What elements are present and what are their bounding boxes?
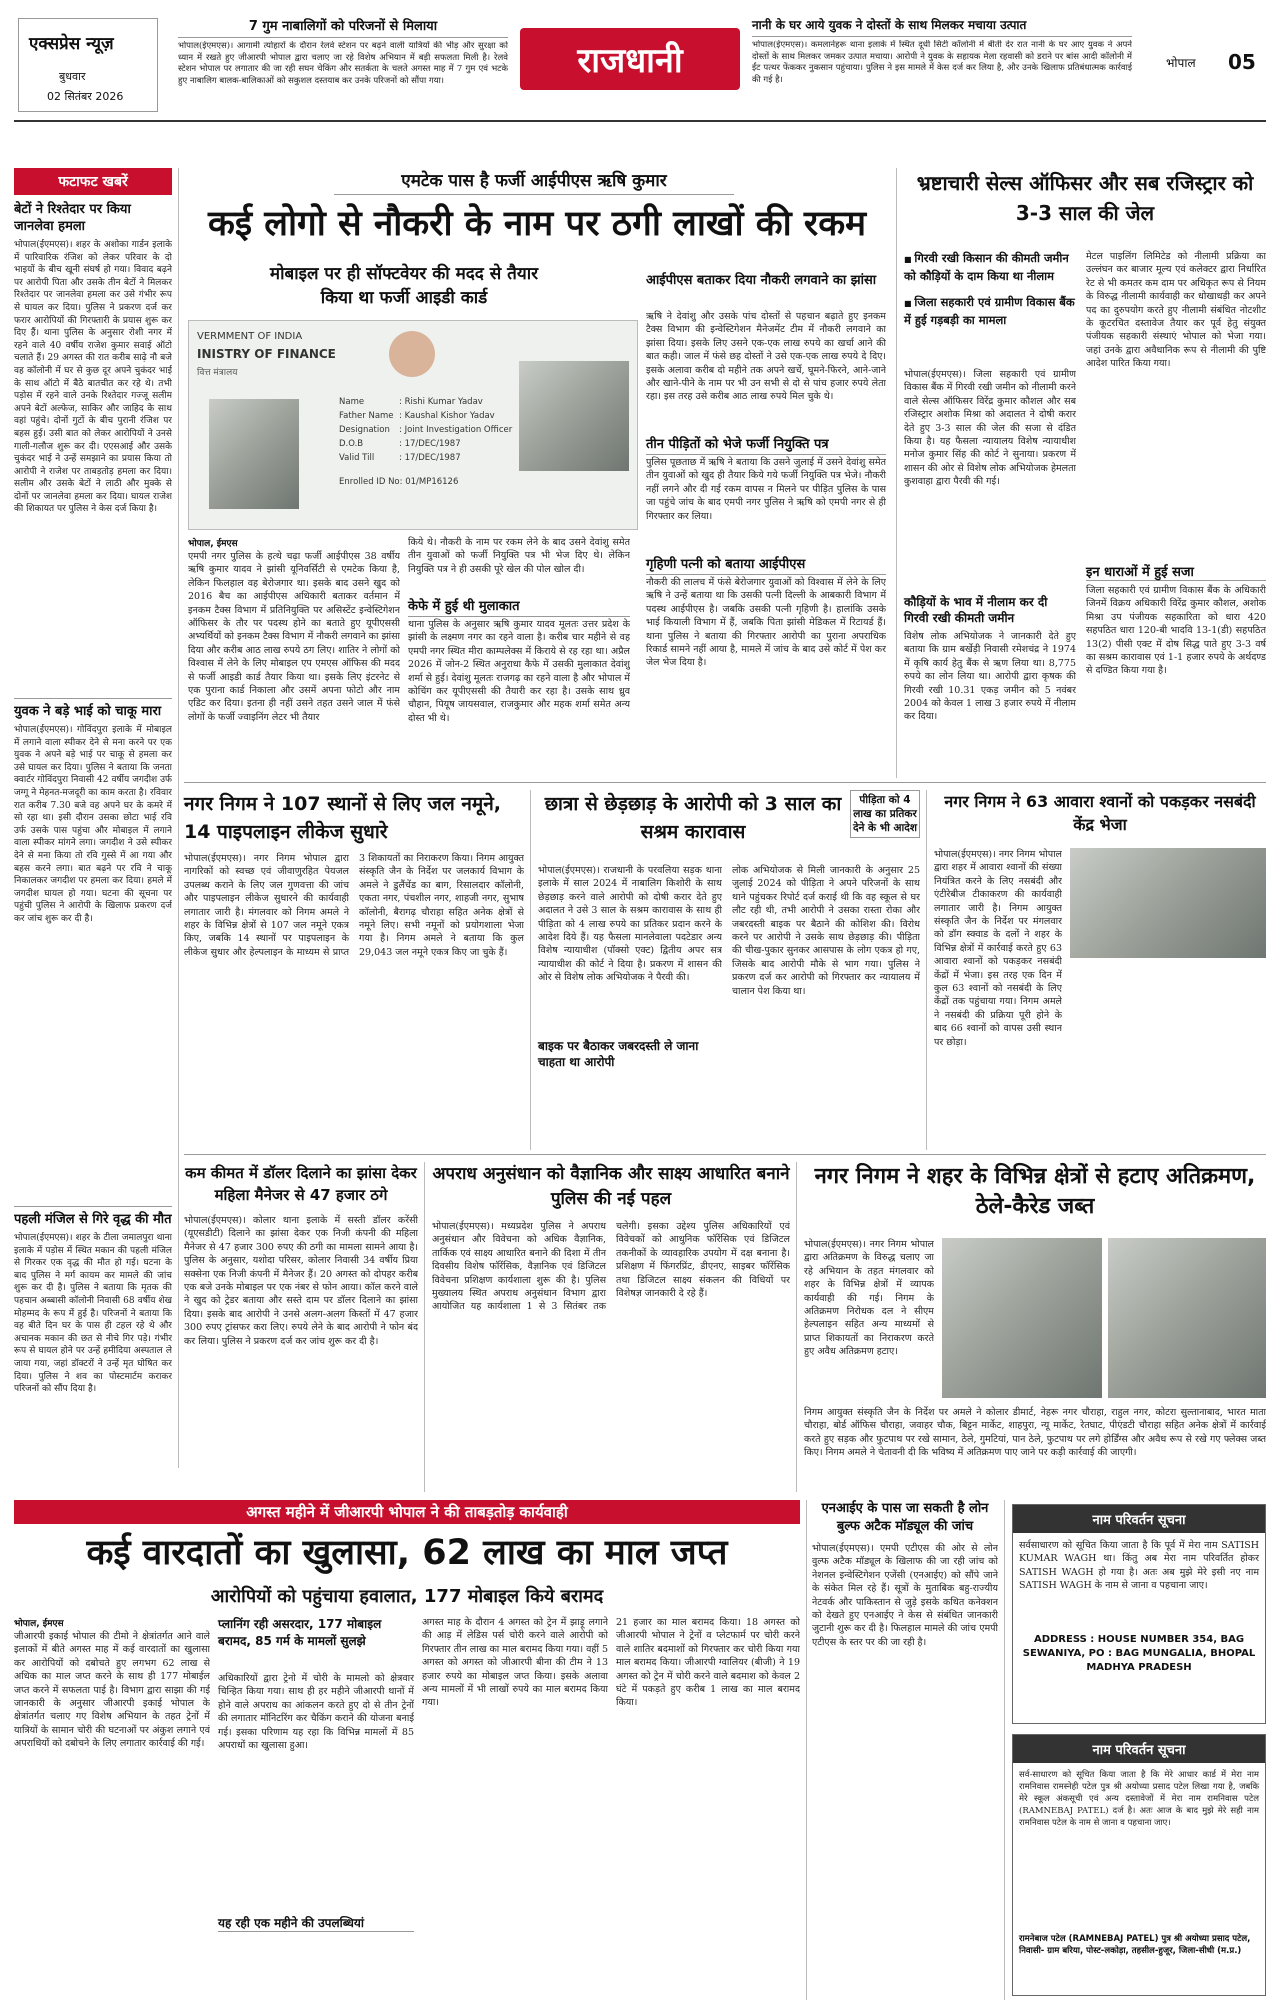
lead-subhead: केफे में हुई थी मुलाकात	[408, 596, 630, 617]
apradh-story	[432, 1162, 790, 1492]
lead-body: थाना पुलिस के अनुसार ऋषि कुमार यादव मूलतः उत्तर प्रदेश के झांसी के लक्ष्मण नगर का रहने वाला है। करीब चार महीने से वह एमपी नगर स्थित मीरा काम्पलेक्स में किराये से रह रहा था। अप्रैल 2026 में जोन-2 स्थित अनुराधा कैफे में उसकी मुलाकात देवांशु शर्मा से हुई। देवांशु मूलतः राजगढ़ का रहने वाला है और भोपाल में कोचिंग कर यूपीएससी की तैयारी कर रहा है। उसके साथ ध्रुव चौहान, पियूष जायसवाल, राजकुमार और महक शर्मा समेत अन्य दोस्त भी थे।	[408, 619, 630, 724]
bottom-headline: कई वारदातों का खुलासा, 62 लाख का माल जप्त	[86, 1533, 728, 1573]
lead-headline: कई लोगो से नौकरी के नाम पर ठगी लाखों की रकम	[207, 204, 867, 244]
notice-address: ADDRESS : HOUSE NUMBER 354, BAG SEWANIYA, PO : BAG MUNGALIA, BHOPAL MADHYA PRADESH	[1022, 1634, 1256, 1673]
id-valid-label: Valid Till	[339, 453, 375, 463]
chhatra-story	[538, 790, 920, 1150]
fatafat-column	[14, 168, 172, 1468]
notice-footer: रामनेबाज पटेल (RAMNEBAJ PATEL) पुत्र श्री अयोध्या प्रसाद पटेल, निवासी- ग्राम बरिया, पोस्ट-लकोड़ा, तहसील-हुजूर, जिला-सीधी (म.प्र.)	[1019, 1934, 1251, 1956]
bottom-body: जीआरपी इकाई भोपाल की टीमो ने क्षेत्रांतर्गत आने वाले इलाकों में बीते अगस्त माह में कई वारदातों का खुलासा कर आरोपियों को दबोचते हुए लगभग 62 लाख से अधिक का माल जप्त करने के साथ ही 177 मोबाईल जप्त करने में सफलता पाई है। विभाग द्वारा साझा की गई जानकारी के अनुसार जीआरपी इकाई भोपाल के क्षेत्रांतर्गत चलाए गए विशेष अभियान के तहत ट्रेनों में यात्रियों के सामान चोरी की घटनाओं पर अंकुश लगाने एवं अपराधियों को दबोचने के लिए लगातार कार्रवाई की गई।	[14, 1631, 210, 1750]
edition-date: 02 सितंबर 2026	[47, 90, 124, 103]
right-top-body: भोपाल(ईएमएस)। जिला सहकारी एवं ग्रामीण विकास बैंक में गिरवी रखी जमीन को नीलामी करने वाले सेल्स ऑफिसर विरेंद्र कुमार कौशल और सब रजिस्ट्रार अशोक मिश्रा को अदालत ने दोषी करार देते हुए 3-3 साल की जेल की सजा से दंडित किया है। यह फैसला न्यायालय विशेष न्यायाधीश मनोज कुमार सिंह की कोर्ट ने सुनाया। प्रकरण में शासन की ओर से विशेष लोक अभियोजक हेमलता कुशवाहा द्वारा पैरवी की गई।	[904, 369, 1076, 488]
bottom-subhead: आरोपियों को पहुंचाया हवालात, 177 मोबाइल किये बरामद	[210, 1586, 604, 1607]
id-name-label: Name	[339, 397, 365, 407]
notice-body: सर्वसाधारण को सूचित किया जाता है कि पूर्व में मेरा नाम SATISH KUMAR WAGH था। किंतु अब मेरा नाम परिवर्तित होकर SATISH WAGH हो गया है। अतः अब मुझे मेरे इसी नए नाम SATISH WAGH के नाम से जाना व पहचाना जाए।	[1019, 1540, 1259, 1592]
lead-dateline: भोपाल, ईमएस	[188, 539, 238, 549]
masthead-rule	[14, 120, 1266, 122]
id-designation-label: Designation	[339, 425, 390, 435]
nagarnigam-water-story	[184, 790, 524, 1150]
notice-title: नाम परिवर्तन सूचना	[1013, 1735, 1265, 1763]
story-headline: नगर निगम ने शहर के विभिन्न क्षेत्रों से हटाए अतिक्रमण, ठेले-कैरेड जब्त	[814, 1164, 1256, 1219]
story-headline: कम कीमत में डॉलर दिलाने का झांसा देकर महिला मैनेजर से 47 हजार ठगे	[185, 1164, 417, 1204]
lead-kicker: एमटेक पास है फर्जी आईपीएस ऋषि कुमार	[401, 171, 667, 191]
section-title: राजधानी	[577, 41, 683, 81]
lead-subhead: आईपीएस बताकर दिया नौकरी लगवाने का झांसा	[646, 273, 877, 288]
story-headline: नगर निगम ने 63 आवारा श्वानों को पकड़कर नसबंदी केंद्र भेजा	[944, 792, 1256, 834]
notice-box-2	[1012, 1734, 1266, 1996]
story-body: भोपाल(ईएमएस)। नगर निगम भोपाल द्वारा शहर में आवारा श्वानों की संख्या नियंत्रित करने के लिए नसबंदी और एंटीरेबीज टीकाकरण की कार्यवाही लगातार जारी है। निगम आयुक्त संस्कृति जैन के निर्देश पर मंगलवार को डॉग स्क्वाड के दलों ने शहर के विभिन्न क्षेत्रों में कार्रवाई करते हुए 63 आवारा श्वानों को पकड़कर नसबंदी केंद्रों में भेजा। इस तरह एक दिन में कुल 63 श्वानों को नसबंदी के लिए केंद्रों तक पहुंचाया गया। निगम अमले ने नसबंदी की प्रक्रिया पूरी होने के बाद 66 श्वानों को वापस उसी स्थान पर छोड़ा।	[934, 849, 1062, 1048]
top-left-brief	[178, 16, 508, 111]
section-banner	[520, 28, 740, 90]
story-subhead: बाइक पर बैठाकर जबरदस्ती ले जाना चाहता था आरोपी	[538, 1039, 699, 1069]
encroachment-cart-photo	[942, 1238, 1102, 1398]
brief-headline: नानी के घर आये युवक ने दोस्तों के साथ मिलकर मचाया उत्पात	[752, 16, 1132, 37]
fatafat-body: भोपाल(ईएमएस)। शहर के अशोका गार्डन इलाके में पारिवारिक रंजिश को लेकर परिवार के दो भाइयों के बीच खूनी संघर्ष हो गया। विवाद बढ़ने पर आरोपी पिता और उसके तीन बेटों ने मिलकर रिश्तेदार पर जानलेवा हमला कर उसे गंभीर रूप से घायल कर दिया। पुलिस ने प्रकरण दर्ज कर फरार आरोपियों की गिरफ्तारी के प्रयास शुरू कर दिए हैं। थाना पुलिस के अनुसार रोशी नगर में रहने वाले 40 वर्षीय राजेश कुमार सवाई ऑटो चलाते हैं। 29 अगस्त की रात करीब साढ़े नौ बजे वह कॉलोनी में घर से कुछ दूर अपने चुकंदर भाई के साथ ऑटो में बैठे बातचीत कर रहे थे। तभी पड़ोस में रहने वाले उनके रिश्तेदार गज्जू सलीम अपने बेटों अल्फेज, साकिर और जाहिद के साथ वहां पहुंचे। दोनों गुटों के बीच पुरानी रंजिश पर बहस हुई। उसी बात को लेकर आरोपियों ने उनसे गाली-गलौज शुरू कर दी। एएसआई और उसके चुकंदर भाई ने उन्हें समझाने का प्रयास किया तो आरोपी ने राजेश पर ताबड़तोड़ हमला कर दिया। सलीम और उसके बेटों ने लाठी और मुक्के से दोनों पर जानलेवा हमला कर दिया। घायल राजेश की शिकायत पर पुलिस ने केस दर्ज किया है।	[14, 240, 172, 515]
id-name: Rishi Kumar Yadav	[404, 397, 483, 407]
story-body: निगम आयुक्त संस्कृति जैन के निर्देश पर अमले ने कोलार डीमार्ट, नेहरू नगर चौराहा, राहुल नगर, कोटरा सुल्तानाबाद, भारत माता चौराहा, बोर्ड ऑफिस चौराहा, जवाहर चौक, बिट्टन मार्केट, शाहपुरा, न्यू मार्केट, रेतघाट, पीएंडटी चौराहा सहित अनेक क्षेत्रों में कार्रवाई करते हुए सड़क और फुटपाथ पर रखे सामान, ठेले, गुमटियां, पान ठेले, फुटपाथ पर लगे होर्डिंग्स और अवैध रूप से रखे गए फ्लेक्स जब्त किए। निगम अमले ने चेतावनी दी कि भविष्य में अतिक्रमण पाए जाने पर कड़ी कार्रवाई की जाएगी।	[804, 1407, 1266, 1459]
brief-headline: 7 गुम नाबालिगों को परिजनों से मिलाया	[178, 16, 508, 38]
story-body: भोपाल(ईएमएस)। नगर निगम भोपाल द्वारा अतिक्रमण के विरुद्ध चलाए जा रहे अभियान के तहत मंगलवार को शहर के विभिन्न क्षेत्रों में व्यापक कार्यवाही की गई। निगम के अतिक्रमण निरोधक दल ने सीएम हेल्पलाइन सहित अन्य माध्यमों से प्राप्त शिकायतों का निराकरण करते हुए अवैध अतिक्रमण हटाए।	[804, 1239, 934, 1358]
fatafat-headline: युवक ने बड़े भाई को चाकू मारा	[14, 704, 162, 719]
top-right-brief	[752, 16, 1132, 110]
fatafat-headline: पहली मंजिल से गिरे वृद्ध की मौत	[14, 1212, 172, 1227]
encroachment-removal-photo	[1108, 1238, 1266, 1398]
id-card-gov: VERMMENT OF INDIA	[197, 331, 303, 342]
story-body: भोपाल(ईएमएस)। एमपी एटीएस की ओर से लोन वुल्फ अटैक मॉड्यूल के खिलाफ की जा रही जांच को नेशनल इन्वेस्टिगेशन एजेंसी (एनआईए) को सौंपे जाने के संकेत मिल रहे हैं। सूत्रों के मुताबिक बहु-राज्यीय नेटवर्क और पाकिस्तान से जुड़े इसके कथित कनेक्शन को देखते हुए एनआईए ने केस से संबंधित जानकारी जुटानी शुरू कर दी है। फिलहाल मामले की जांच एमपी एटीएस के स्तर पर की जा रही है।	[812, 1543, 998, 1648]
brief-body: भोपाल(ईएमएस)। कमलानेहरू थाना इलाके में स्थित दूधी सिटी कॉलोनी में बीती देर रात नानी के घर आए युवक ने अपने दोस्तों के साथ मिलकर जमकर उत्पात मचाया। आरोपी ने युवक के सहायक मेला रहवासी को डराने पर बांस आदी कॉलोनी में ईंट पत्थर फेंककर नुकसान पहुंचाया। पुलिस ने इस मामले में केस दर्ज कर लिया है, और उनके खिलाफ प्रतिबंधात्मक कार्रवाई की गई है।	[752, 40, 1132, 85]
masthead	[0, 0, 1279, 118]
bottom-body: अगस्त माह के दौरान 4 अगस्त को ट्रेन में झाड़ू लगाने की आड़ में लेडिस पर्स चोरी करने वाले आरोपी को गिरफ्तार तीन लाख का माल बरामद किया गया। वहीं 5 अगस्त को अगस्त को जीआरपी बीना की टीम ने 13 हजार रुपये का मोबाइल जप्त किया। इसके अलावा अन्य मामलों में भी लाखों रुपये का माल बरामद किया गया।	[422, 1617, 608, 1709]
story-headline: छात्रा से छेड़छाड़ के आरोपी को 3 साल का सश्रम कारावास	[544, 793, 842, 843]
edition-day: बुधवार	[59, 70, 86, 83]
lead-body: किये थे। नौकरी के नाम पर रकम लेने के बाद उसने देवांशु समेत तीन युवाओं को फर्जी नियुक्ति पत्र भी भेज दिए थे। लेकिन नियुक्ति पत्र ने ही उसकी पूरे खेल की पोल खोल दी।	[408, 537, 630, 575]
story-body: भोपाल(ईएमएस)। मध्यप्रदेश पुलिस ने अपराध अनुसंधान और विवेचना को अधिक वैज्ञानिक, तार्किक एवं साक्ष्य आधारित बनाने की दिशा में तीन दिवसीय विशेष फॉरेंसिक, वैज्ञानिक एवं डिजिटल विवेचना प्रशिक्षण कार्यशाला शुरू की है। पुलिस मुख्यालय स्थित अपराध अनुसंधान विभाग द्वारा आयोजित यह कार्यशाला 1 से 3 सितंबर तक चलेगी। इसका उद्देश्य पुलिस अधिकारियों एवं विवेचकों को आधुनिक फॉरेंसिक एवं डिजिटल तकनीकों के व्यावहारिक उपयोग में दक्ष बनाना है। प्रशिक्षण में फिंगरप्रिंट, डीएनए, साइबर फॉरेंसिक तथा डिजिटल साक्ष्य संकलन की विधियों पर विशेषज्ञ जानकारी दे रहे हैं।	[432, 1221, 790, 1313]
notice-body: सर्व-साधारण को सूचित किया जाता है कि मेरे आधार कार्ड में मेरा नाम रामनिवास रामस्नेही पटेल पुत्र श्री अयोध्या प्रसाद पटेल लिखा गया है, जबकि मेरे स्कूल अंकसूची एवं अन्य दस्तावेजों में मेरा नाम रामनिवास पटेल (RAMNEBAJ PATEL) दर्ज है। अतः आज के बाद मुझे मेरे सही नाम रामनिवास पटेल के नाम से जाना व पहचाना जाए।	[1019, 1770, 1259, 1828]
lead-subhead: गृहिणी पत्नी को बताया आईपीएस	[646, 554, 886, 575]
fake-id-card-photo	[188, 320, 638, 530]
right-top-subhead: कौड़ियों के भाव में नीलाम कर दी गिरवी रखी कीमती जमीन	[904, 595, 1048, 625]
notice-title: नाम परिवर्तन सूचना	[1013, 1505, 1265, 1533]
fatafat-body: भोपाल(ईएमएस)। शहर के टीला जमालपुरा थाना इलाके में पड़ोस में स्थित मकान की पहली मंजिल से गिरकर एक वृद्ध की मौत हो गई। घटना के बाद पुलिस ने मर्ग कायम कर मामले की जांच शुरू कर दी है। पुलिस ने बताया कि मृतक की पहचान अब्बासी कॉलोनी निवासी 68 वर्षीय शेख मोहम्मद के रूप में हुई है। परिजनों ने बताया कि वह बीते दिन घर के पास ही टहल रहे थे और अचानक मकान की छत से नीचे गिर पड़े। गंभीर रूप से घायल होने पर उन्हें हमीदिया अस्पताल ले जाया गया, जहां डॉक्टरों ने उन्हें मृत घोषित कर दिया। पुलिस ने शव का पोस्टमार्टम कराकर परिजनों को सौंप दिया है।	[14, 1233, 172, 1395]
fatafat-body: भोपाल(ईएमएस)। गोविंदपुरा इलाके में मोबाइल में लगाने वाला स्पीकर देने से मना करने पर एक युवक ने अपने बड़े भाई पर चाकू से हमला कर उसे घायल कर दिया। पुलिस ने बताया कि जनता क्वार्टर गोविंदपुरा निवासी 42 वर्षीय जगदीश उर्फ जग्गू ने मेहनत-मजदूरी का काम करता है। रविवार रात करीब 7.30 बजे वह अपने घर के कमरे में सो रहा था। इसी दौरान उसका छोटा भाई रवि उर्फ उसके पास पहुंचा और मोबाइल में लगाने वाला स्पीकर मांगने लगा। जगदीश ने उसे स्पीकर देने से मना किया तो रवि गुस्से में आ गया और बहस करने लगा। बात बढ़ने पर रवि ने चाकू निकालकर जगदीश पर हमला कर दिया। हमले में जगदीश घायल हो गया। घटना की सूचना पर पहुंची पुलिस ने आरोपी के खिलाफ प्रकरण दर्ज कर जांच शुरू कर दी है।	[14, 725, 172, 924]
id-dob-label: D.O.B	[339, 439, 364, 449]
lead-subhead: मोबाइल पर ही सॉफ्टवेयर की मदद से तैयार किया था फर्जी आइडी कार्ड	[269, 264, 539, 308]
story-side-note: पीड़िता को 4 लाख का प्रतिकर देने के भी आदेश	[850, 790, 920, 838]
story-body: भोपाल(ईएमएस)। कोलार थाना इलाके में सस्ती डॉलर करेंसी (यूएसडीटी) दिलाने का झांसा देकर एक निजी कंपनी की महिला मैनेजर से 47 हजार 300 रुपए की ठगी का मामला सामने आया है। पुलिस के अनुसार, यशोदा परिसर, कोलार निवासी 34 वर्षीय प्रिया सक्सेना एक निजी कंपनी में मैनेजर हैं। 20 अगस्त को दोपहर करीब एक बजे उनके मोबाइल पर एक नंबर से फोन आया। कॉल करने वाले ने खुद को ट्रेडर बताया और सस्ते दाम पर डॉलर दिलाने का झांसा दिया। इसके बाद आरोपी ने उनसे अलग-अलग किस्तों में 47 हजार 300 रुपए ट्रांसफर करा लिए। रुपये लेने के बाद आरोपी ने फोन बंद कर लिया। पुलिस ने प्रकरण दर्ज कर जांच शुरू कर दी है।	[184, 1215, 418, 1347]
bullet-point: ■ गिरवी रखी किसान की कीमती जमीन को कौड़ियों के दाम किया था नीलाम	[904, 250, 1076, 284]
brief-body: भोपाल(ईएमएस)। आगामी त्योहारों के दौरान रेलवे स्टेशन पर बढ़ने वाली यात्रियों की भीड़ और सुरक्षा को ध्यान में रखते हुए जीआरपी भोपाल द्वारा चलाए जा रहे विशेष अभियान में बड़ी सफलता मिली है। रेलवे स्टेशन भोपाल पर लगातार की जा रही सघन चेकिंग और सतर्कता के चलते अगस्त माह में 7 गुम एवं भटके हुए नाबालिग बालक-बालिकाओं को सकुशल दस्तयाब कर उनके परिजनों को सौंपा गया।	[178, 41, 508, 86]
atikraman-story	[804, 1162, 1266, 1492]
id-father-label: Father Name	[339, 411, 394, 421]
lead-subhead: तीन पीड़ितों को भेजे फर्जी नियुक्ति पत्र	[646, 434, 886, 455]
right-top-subhead: इन धाराओं में हुई सजा	[1086, 562, 1266, 581]
story-headline: अपराध अनुसंधान को वैज्ञानिक और साक्ष्य आधारित बनाने पुलिस की नई पहल	[432, 1164, 790, 1209]
fatafat-label: फटाफट खबरें	[14, 168, 172, 195]
right-top-story	[904, 168, 1266, 778]
bottom-body: अधिकारियों द्वारा ट्रेनो में चोरी के मामलो को क्षेत्रवार चिन्हित किया गया। साथ ही हर महीने जीआरपी थानों में होने वाले अपराध का आंकलन करते हुए दो से तीन ट्रेनों की लगातार मॉनिटरिंग कर चैकिंग कराने की योजना बनाई गई। इसका परिणाम यह रहा कि विभिन्न मामलों में 85 अपराधों का खुलासा हुआ।	[218, 1673, 414, 1752]
right-top-body: विशेष लोक अभियोजक ने जानकारी देते हुए बताया कि ग्राम बर्खेड़ी निवासी रमेशचंद्र ने 1974 में कृषि कार्य हेतु बैंक से ऋण लिया था। 8,775 रुपये का लोन लिया था। आरोपी द्वारा कृषक की गिरवी रखी 10.31 एकड़ जमीन को 5 नवंबर 2004 को केवल 1 लाख 3 हजार रुपये में नीलाम कर दिया।	[904, 631, 1076, 723]
bullet-point: ■ जिला सहकारी एवं ग्रामीण विकास बैंक में हुई गड़बड़ी का मामला	[904, 294, 1076, 328]
lead-story	[184, 168, 890, 778]
bottom-body: 21 हजार का माल बरामद किया। 18 अगस्त को जीआरपी भोपाल ने ट्रेनों व प्लेटफार्म पर चोरी करने वाले शातिर बदमाशों को गिरफ्तार कर चोरी किया गया माल बरामद किया। जीआरपी ग्वालियर (बीजी) ने 19 अगस्त को ट्रेन में चोरी करने वाले बदमाश को केवल 2 घंटे में पकड़ते हुए करीब 1 लाख का माल बरामद किया।	[616, 1617, 800, 1709]
paper-name: एक्सप्रेस न्यूज़	[29, 34, 114, 54]
story-body-continued	[1070, 964, 1266, 1148]
id-card-ministry-hindi: वित्त मंत्रालय	[197, 368, 238, 378]
id-designation: Joint Investigation Officer	[404, 425, 513, 435]
story-headline: एनआईए के पास जा सकती है लोन बुल्फ अटैक मॉड्यूल की जांच	[821, 1501, 989, 1534]
story-body: भोपाल(ईएमएस)। नगर निगम भोपाल द्वारा नागरिकों को स्वच्छ एवं जीवाणुरहित पेयजल उपलब्ध कराने के लिए जल गुणवत्ता की जांच और पाइपलाइन लीकेज सुधारने की कार्यवाही लगातार जारी है। मंगलवार को निगम अमले ने शहर के विभिन्न क्षेत्रों से 107 जल नमूने एकत्र किए, जबकि 14 स्थानों पर पाइपलाइन के लीकेज सुधार और हेल्पलाइन के माध्यम से प्राप्त 3 शिकायतों का निराकरण किया। निगम आयुक्त संस्कृति जैन के निर्देश पर जलकार्य विभाग के अमले ने डुलैंचेंड का बाग, रिसालदार कॉलोनी, एकता नगर, पंचशील नगर, शाहजी नगर, सुभाष कॉलोनी, बैरागढ़ चौराहा सहित अनेक क्षेत्रों से नमूने लिए। सभी नमूनों को प्रयोगशाला भेजा गया है। निगम अमले ने बताया कि कुल 29,043 जल नमूने एकत्र किए जा चुके हैं।	[184, 853, 524, 958]
lead-body: पुलिस पूछताछ में ऋषि ने बताया कि उसने जुलाई में उसने देवांशु समेत तीन युवाओं को खुद ही तैयार किये गये फर्जी नियुक्ति पत्र भेजे। नौकरी नहीं लगने और दी गई रकम वापस न मिलने पर पीड़ित पुलिस के पास जा पहुंचे जांच के बाद एमपी नगर पुलिस ने ऋषि को एमपी नगर से ही गिरफ्तार कर लिया।	[646, 457, 886, 522]
right-top-body: मेटल पाइलिंग लिमिटेड को नीलामी प्रक्रिया का उल्लंघन कर बाजार मूल्य एवं कलेक्टर द्वारा निर्धारित रेट से भी कमतर कम दाम पर अधिकृत रूप से नियम के विरुद्ध नीलामी कार्यवाही कर धोखाधड़ी कर अपने पद का दुरुपयोग करते हुए नीलामी संबंधित नोटशीट के कूटरचित दस्तावेज तैयार कर पूर्व हेतु संयुक्त पंजीयक सहकारी संस्थाएं भोपाल को भेजा गया। जहां उनके द्वारा अवैधानिक रूप से नीलामी की पुष्टि आदेश पारित किया गया।	[1086, 251, 1266, 370]
right-top-headline: भ्रष्टाचारी सेल्स ऑफिसर और सब रजिस्ट्रार को 3-3 साल की जेल	[916, 171, 1254, 225]
bottom-subhead2: यह रही एक महीने की उपलब्धियां	[218, 1914, 414, 1932]
story-headline: नगर निगम ने 107 स्थानों से लिए जल नमूने, 14 पाइपलाइन लीकेज सुधारे	[184, 793, 502, 843]
bullets	[904, 250, 1076, 328]
id-card-fields: Name : Rishi Kumar Yadav Father Name : Kaushal Kishor Yadav Designation : Joint Investigation Officer D.O.B : 17/DEC/1987 Valid Till : 17/DEC/1987 Enrolled ID No: 01/MP16126	[339, 397, 513, 487]
page-number: 05	[1228, 50, 1256, 74]
bottom-dateline: भोपाल, ईमएस	[14, 1619, 64, 1629]
story-body: भोपाल(ईएमएस)। राजधानी के परवलिया सड़क थाना इलाके में साल 2024 में नाबालिग किशोरी के साथ छेड़छाड़ करने वाले आरोपी को दोषी करार देते हुए अदालत ने उसे 3 साल के सश्रम कारावास के साथ ही पीड़िता को 4 लाख रुपये का प्रतिकर प्रदान करने के आदेश दिये हैं। यह फैसला मानलेवाला पदटेडार अन्य विशेष न्यायाधीश (पॉक्सो एक्ट) द्वितीय अपर सत्र न्यायाधीश की कोर्ट ने दिया है। प्रकरण में शासन की ओर से विशेष लोक अभियोजक ने पैरवी की।	[538, 865, 722, 984]
awara-story	[934, 790, 1266, 1150]
id-enrolled: Enrolled ID No: 01/MP16126	[339, 477, 459, 487]
story-body: लोक अभियोजक से मिली जानकारी के अनुसार 25 जुलाई 2024 को पीड़िता ने अपने परिजनों के साथ थाने पहुंचकर रिपोर्ट दर्ज कराई थी कि वह स्कूल से घर लौट रही थी, तभी आरोपी ने उसका रास्ता रोका और जबरदस्ती बाइक पर बैठाने की कोशिश की। विरोध करने पर आरोपी ने उसके साथ छेड़छाड़ की। पीड़िता की चीख-पुकार सुनकर आसपास के लोग एकत्र हो गए, जिसके बाद आरोपी मौके से भाग गया। पुलिस ने प्रकरण दर्ज कर आरोपी को गिरफ्तार कर न्यायालय में चालान पेश किया था।	[732, 865, 920, 997]
dollar-fraud-story	[184, 1162, 418, 1492]
id-dob: 17/DEC/1987	[404, 439, 461, 449]
lead-body: ऋषि ने देवांशु और उसके पांच दोस्तों से पहचान बढ़ाते हुए इनकम टैक्स विभाग की इन्वेस्टिगेशन मैनेजमेंट टीम में नौकरी लगवाने का झांसा दिया। इसके लिए उसने एक-एक लाख रुपये का खर्चा आने की बात कही। जाल में फंसे छह दोस्तों ने उसे एक-एक लाख रुपये दे दिए। इसके अलावा करीब दो महीने तक अपने खर्चे, घूमने-फिरने, आने-जाने और खाने-पीने के नाम पर भी उन सभी से दो से पांच हजार रुपये लेता रहा। इस तरह उसे करीब आठ लाख रुपये मिल चुके थे।	[646, 311, 886, 403]
fatafat-headline: बेटों ने रिश्तेदार पर किया जानलेवा हमला	[14, 202, 131, 234]
loan-wolf-story	[812, 1500, 998, 2000]
notice-box-1	[1012, 1504, 1266, 1724]
id-card-photo	[519, 361, 629, 471]
lead-body: नौकरी की लालच में फंसे बेरोजगार युवाओं को विश्वास में लेने के लिए ऋषि ने उन्हें बताया था कि उसकी पत्नी दिल्ली के आबकारी विभाग में पदस्थ आईपीएस है। जबकि उसकी पत्नी गृहिणी है। हालांकि उसके भाई कियाली विभाग में हैं, जबकि पिता झांसी मेडिकल में रिटायर्ड हैं। थाना पुलिस ने बताया की गिरफ्तार आरोपी का पुराना अपराधिक रिकार्ड सामने नहीं आया है, मामले में जांच के बाद उसे कोर्ट में पेश कर जेल भेज दिया है।	[646, 577, 886, 669]
city-label: भोपाल	[1166, 56, 1196, 70]
bottom-banner-text: अगस्त महीने में जीआरपी भोपाल ने की ताबड़तोड़ कार्यवाही	[246, 1503, 568, 1521]
bottom-subhead2: प्लानिंग रही असरदार, 177 मोबाइल बरामद, 85 गर्म के मामलों सुलझे	[218, 1617, 382, 1648]
lead-kicker-wrap	[334, 168, 734, 195]
id-valid: 17/DEC/1987	[404, 453, 461, 463]
lead-body: एमपी नगर पुलिस के हत्थे चढ़ा फर्जी आईपीएस 38 वर्षीय ऋषि कुमार यादव ने झांसी यूनिवर्सिटी से एमटेक किया है, लेकिन फिलहाल वह बेरोजगार था। इसके बाद उसने खुद को 2016 बैच का आईपीएस अधिकारी बताकर वर्तमान में इनकम टैक्स विभाग में प्रतिनियुक्ति पर असिस्टेंट इन्वेस्टिगेशन ऑफिसर के तौर पर पदस्थ होने का बताते हुए यूपीएससी अभ्यर्थियों को इनकम टैक्स विभाग में नौकरी लगवाने का झांसा दिया और करीब आठ लाख रुपये ठग लिए। शातिर ने लोगों को विश्वास में लेने के लिए मोबाइल एप एमएस ऑफिस की मदद से फर्जी आइडी कार्ड तैयार किया था। इसके लिए इंटरनेट से एक पुराना कार्ड निकाला और उसमें अपना फोटो और नाम एडिट कर दिया। इतना ही नहीं उसने तहत उसने जाल में फंसे लोगों के फर्जी ज्वाइनिंग लेटर भी तैयार	[188, 551, 400, 723]
bottom-banner	[14, 1500, 800, 1524]
masthead-left-box	[18, 18, 158, 112]
id-card-ministry: INISTRY OF FINANCE	[197, 347, 336, 361]
dog-catching-photo	[1070, 848, 1266, 958]
inset-suspect-photo	[209, 399, 299, 509]
id-father: Kaushal Kishor Yadav	[404, 411, 495, 421]
emblem-icon	[389, 331, 435, 377]
right-top-body: जिला सहकारी एवं ग्रामीण विकास बैंक के अधिकारी जिनमें विक्रय अधिकारी विरेंद्र कुमार कौशल, अशोक मिश्रा उप पंजीयक सहकारिता को धारा 420 सहपठित धारा 120-बी भादवि 13-1(डी) सहपठित 13(2) पीसी एक्ट में दोष सिद्ध पाते हुए 3-3 वर्ष का सश्रम कारावास एवं 1-1 हजार रुपये के अर्थदण्ड से दण्डित किया गया है।	[1086, 585, 1266, 677]
